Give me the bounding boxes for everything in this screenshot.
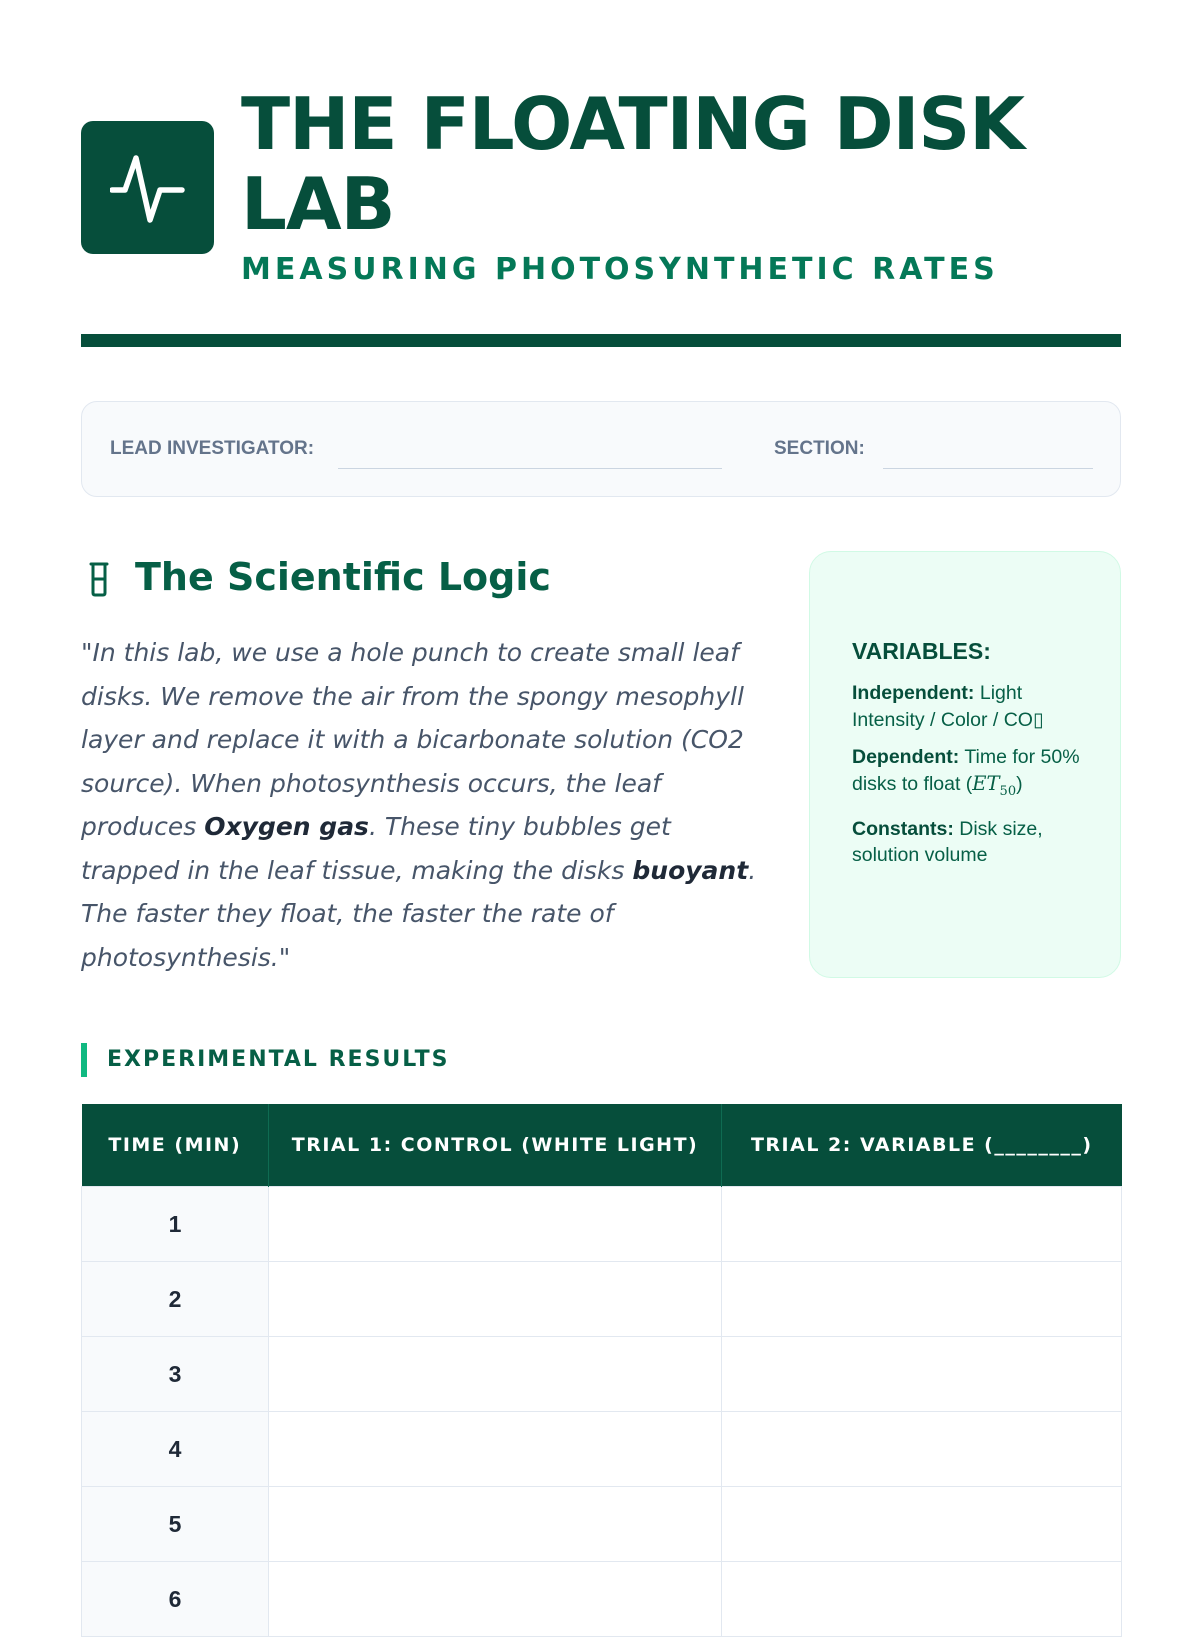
activity-pulse-icon <box>110 150 185 225</box>
lead-investigator-field[interactable] <box>338 468 722 469</box>
table-row <box>82 1187 1122 1262</box>
header-divider <box>81 334 1121 347</box>
time-cell: 1 <box>82 1187 269 1262</box>
trial-1-cell[interactable] <box>269 1562 722 1637</box>
results-table <box>81 1104 1122 1637</box>
investigator-info-box <box>81 401 1121 497</box>
page-title: THE FLOATING DISK LAB <box>241 82 1025 246</box>
table-header-row <box>82 1104 1122 1187</box>
time-cell: 3 <box>82 1337 269 1412</box>
et-symbol: $ET_{50}$ <box>972 771 1017 799</box>
trial-1-cell[interactable] <box>269 1412 722 1487</box>
trial-2-cell[interactable] <box>722 1262 1122 1337</box>
heading-accent-bar <box>81 1043 87 1077</box>
results-title: EXPERIMENTAL RESULTS <box>107 1047 450 1072</box>
trial-2-cell[interactable] <box>722 1487 1122 1562</box>
section-label: SECTION: <box>774 438 865 459</box>
time-cell: 2 <box>82 1262 269 1337</box>
trial-1-cell[interactable] <box>269 1262 722 1337</box>
table-row <box>82 1412 1122 1487</box>
trial-2-cell[interactable] <box>722 1187 1122 1262</box>
constants-variable: Constants: Disk size, solution volume <box>852 817 1043 867</box>
independent-variable: Independent: Light Intensity / Color / CO▯ <box>852 682 1044 731</box>
page-subtitle: MEASURING PHOTOSYNTHETIC RATES <box>241 252 999 287</box>
section-field[interactable] <box>883 468 1093 469</box>
trial-1-cell[interactable] <box>269 1487 722 1562</box>
table-row <box>82 1487 1122 1562</box>
variables-card <box>809 551 1121 978</box>
time-cell: 4 <box>82 1412 269 1487</box>
trial-1-cell[interactable] <box>269 1187 722 1262</box>
trial-2-cell[interactable] <box>722 1412 1122 1487</box>
trial-2-cell[interactable] <box>722 1337 1122 1412</box>
variables-title: VARIABLES: <box>852 638 991 664</box>
dependent-variable: Dependent: Time for 50% disks to float $(ET_{50})$ <box>852 746 1080 799</box>
column-header-trial-1: TRIAL 1: CONTROL (WHITE LIGHT) <box>269 1104 722 1187</box>
trial-2-cell[interactable] <box>722 1562 1122 1637</box>
logo-badge <box>81 121 214 254</box>
column-header-time: TIME (MIN) <box>82 1104 269 1187</box>
section-title: The Scientific Logic <box>135 555 551 599</box>
time-cell: 5 <box>82 1487 269 1562</box>
table-row <box>82 1262 1122 1337</box>
scientific-logic-heading <box>81 553 781 601</box>
scientific-logic-text: "In this lab, we use a hole punch to create small leaf disks. We remove the air from the spongy mesophyll layer and replace it with a bicarbonate solution (CO2 source). When photosynthesis occurs, the leaf produces Oxygen gas. These tiny bubbles get trapped in the leaf tissue, making the disks buoyant. The faster they float, the faster the rate of photosynthesis." <box>81 638 757 972</box>
column-header-trial-2: TRIAL 2: VARIABLE (________) <box>722 1104 1122 1187</box>
emphasis-oxygen: Oxygen gas <box>204 812 369 841</box>
lead-investigator-label: LEAD INVESTIGATOR: <box>110 438 315 459</box>
results-heading <box>81 1043 781 1077</box>
beaker-icon <box>85 561 113 597</box>
time-cell: 6 <box>82 1562 269 1637</box>
emphasis-buoyant: buoyant <box>632 855 749 885</box>
table-row <box>82 1337 1122 1412</box>
trial-1-cell[interactable] <box>269 1337 722 1412</box>
table-row <box>82 1562 1122 1637</box>
worksheet-header <box>81 84 1121 294</box>
